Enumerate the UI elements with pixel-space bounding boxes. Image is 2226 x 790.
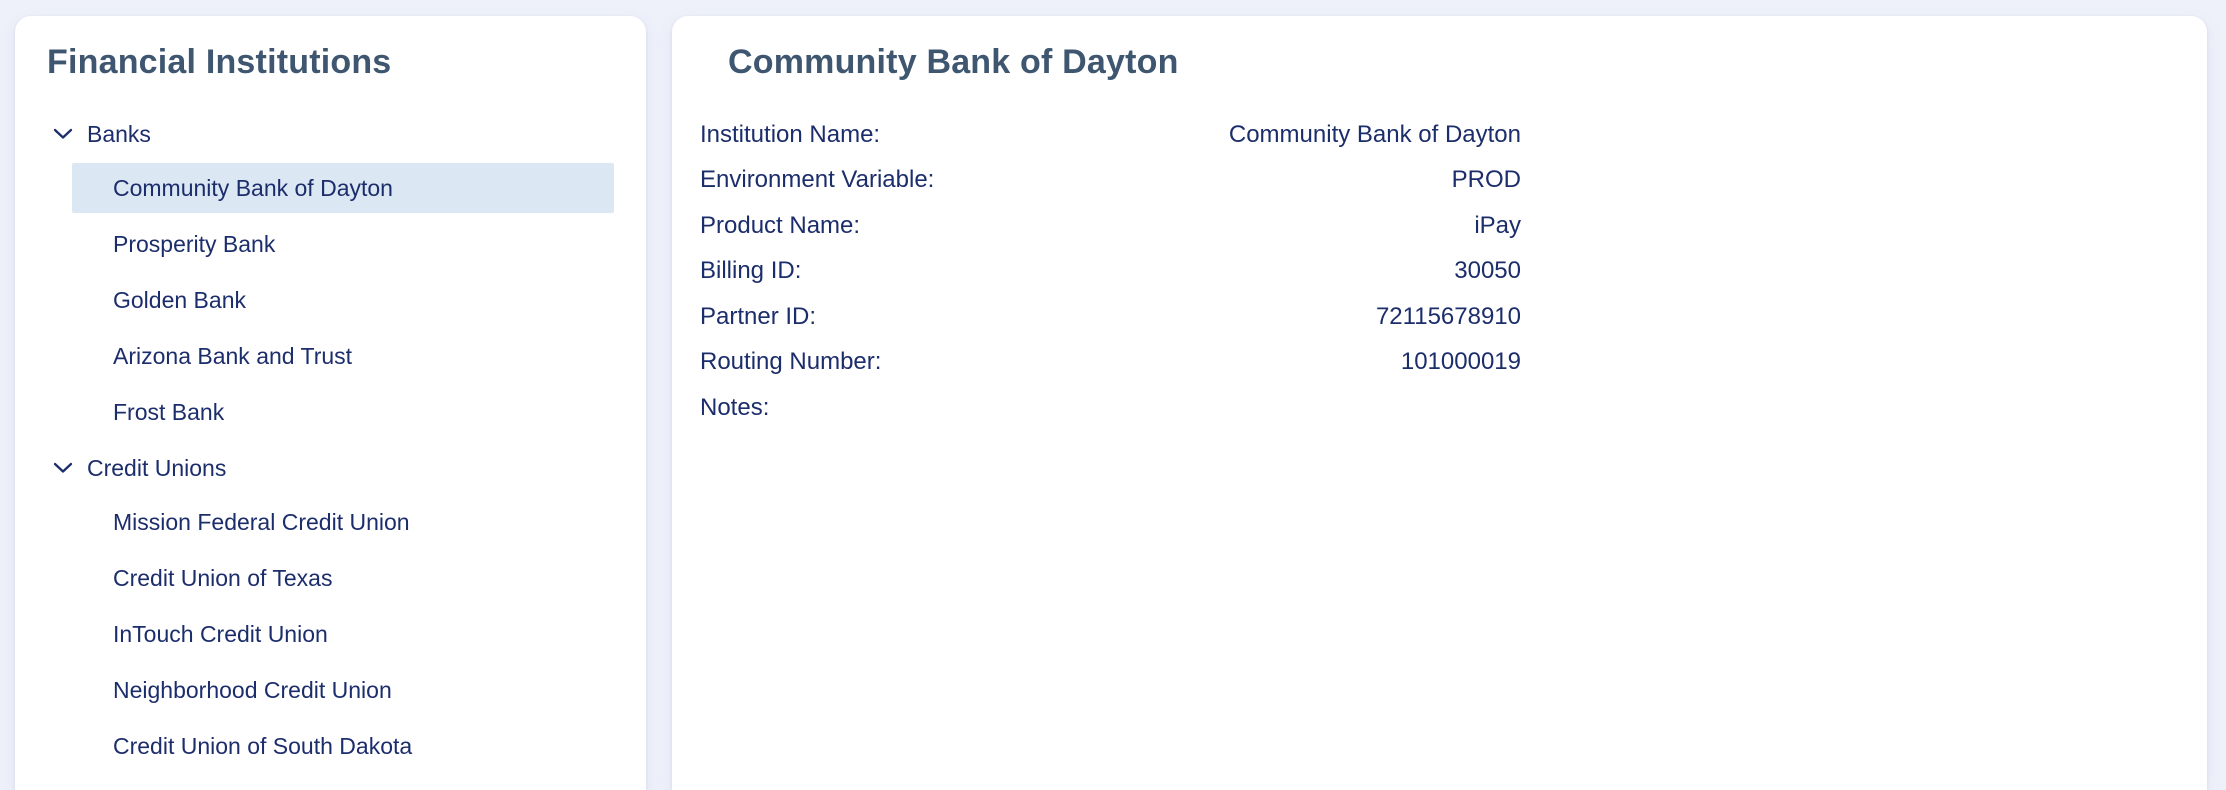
tree-item-label: Arizona Bank and Trust <box>113 342 353 369</box>
tree-item-credit-union-of-texas[interactable] <box>72 553 614 603</box>
tree-item-label: InTouch Credit Union <box>113 620 328 647</box>
tree-item-label: Community Bank of Dayton <box>113 174 393 201</box>
detail-field-row-routing-number <box>700 340 1521 386</box>
detail-field-row-notes <box>700 385 1521 431</box>
tree-item-label: Credit Union of Texas <box>113 564 333 591</box>
tree-item-mission-federal-credit-union[interactable] <box>72 497 614 547</box>
field-label: Institution Name: <box>700 120 881 148</box>
tree-group-banks[interactable] <box>53 109 614 159</box>
field-value: iPay <box>1474 211 1521 239</box>
sidebar-title: Financial Institutions <box>47 43 392 81</box>
tree-item-arizona-bank-and-trust[interactable] <box>72 331 614 381</box>
detail-fields <box>700 112 1521 431</box>
detail-field-row-environment-variable <box>700 158 1521 204</box>
detail-field-row-institution-name <box>700 112 1521 158</box>
field-value: 72115678910 <box>1375 302 1521 330</box>
field-label: Partner ID: <box>700 302 817 330</box>
field-label: Notes: <box>700 393 770 421</box>
tree-group-label: Credit Unions <box>87 454 227 481</box>
field-value: Community Bank of Dayton <box>1228 120 1521 148</box>
institution-tree <box>15 109 646 771</box>
institution-detail-panel <box>672 16 2207 790</box>
tree-item-intouch-credit-union[interactable] <box>72 609 614 659</box>
chevron-down-icon[interactable] <box>53 462 73 474</box>
tree-item-label: Frost Bank <box>113 398 225 425</box>
tree-item-label: Neighborhood Credit Union <box>113 676 392 703</box>
field-label: Routing Number: <box>700 348 882 376</box>
chevron-down-icon[interactable] <box>53 128 73 140</box>
field-value: 30050 <box>1454 257 1521 285</box>
tree-item-frost-bank[interactable] <box>72 387 614 437</box>
detail-field-row-product-name <box>700 203 1521 249</box>
financial-institutions-panel <box>15 16 646 790</box>
tree-item-golden-bank[interactable] <box>72 275 614 325</box>
tree-item-neighborhood-credit-union[interactable] <box>72 665 614 715</box>
tree-group-label: Banks <box>87 120 151 147</box>
tree-item-label: Credit Union of South Dakota <box>113 732 413 759</box>
field-label: Product Name: <box>700 211 861 239</box>
tree-item-prosperity-bank[interactable] <box>72 219 614 269</box>
detail-field-row-billing-id <box>700 249 1521 295</box>
detail-title: Community Bank of Dayton <box>728 43 1179 81</box>
tree-item-label: Prosperity Bank <box>113 230 276 257</box>
field-value: PROD <box>1451 166 1521 194</box>
tree-item-label: Golden Bank <box>113 286 246 313</box>
tree-item-community-bank-of-dayton[interactable] <box>72 163 614 213</box>
detail-field-row-partner-id <box>700 294 1521 340</box>
tree-item-credit-union-of-south-dakota[interactable] <box>72 721 614 771</box>
tree-group-credit-unions[interactable] <box>53 443 614 493</box>
field-value: 101000019 <box>1400 348 1521 376</box>
tree-item-label: Mission Federal Credit Union <box>113 508 410 535</box>
field-label: Environment Variable: <box>700 166 935 194</box>
field-label: Billing ID: <box>700 257 802 285</box>
